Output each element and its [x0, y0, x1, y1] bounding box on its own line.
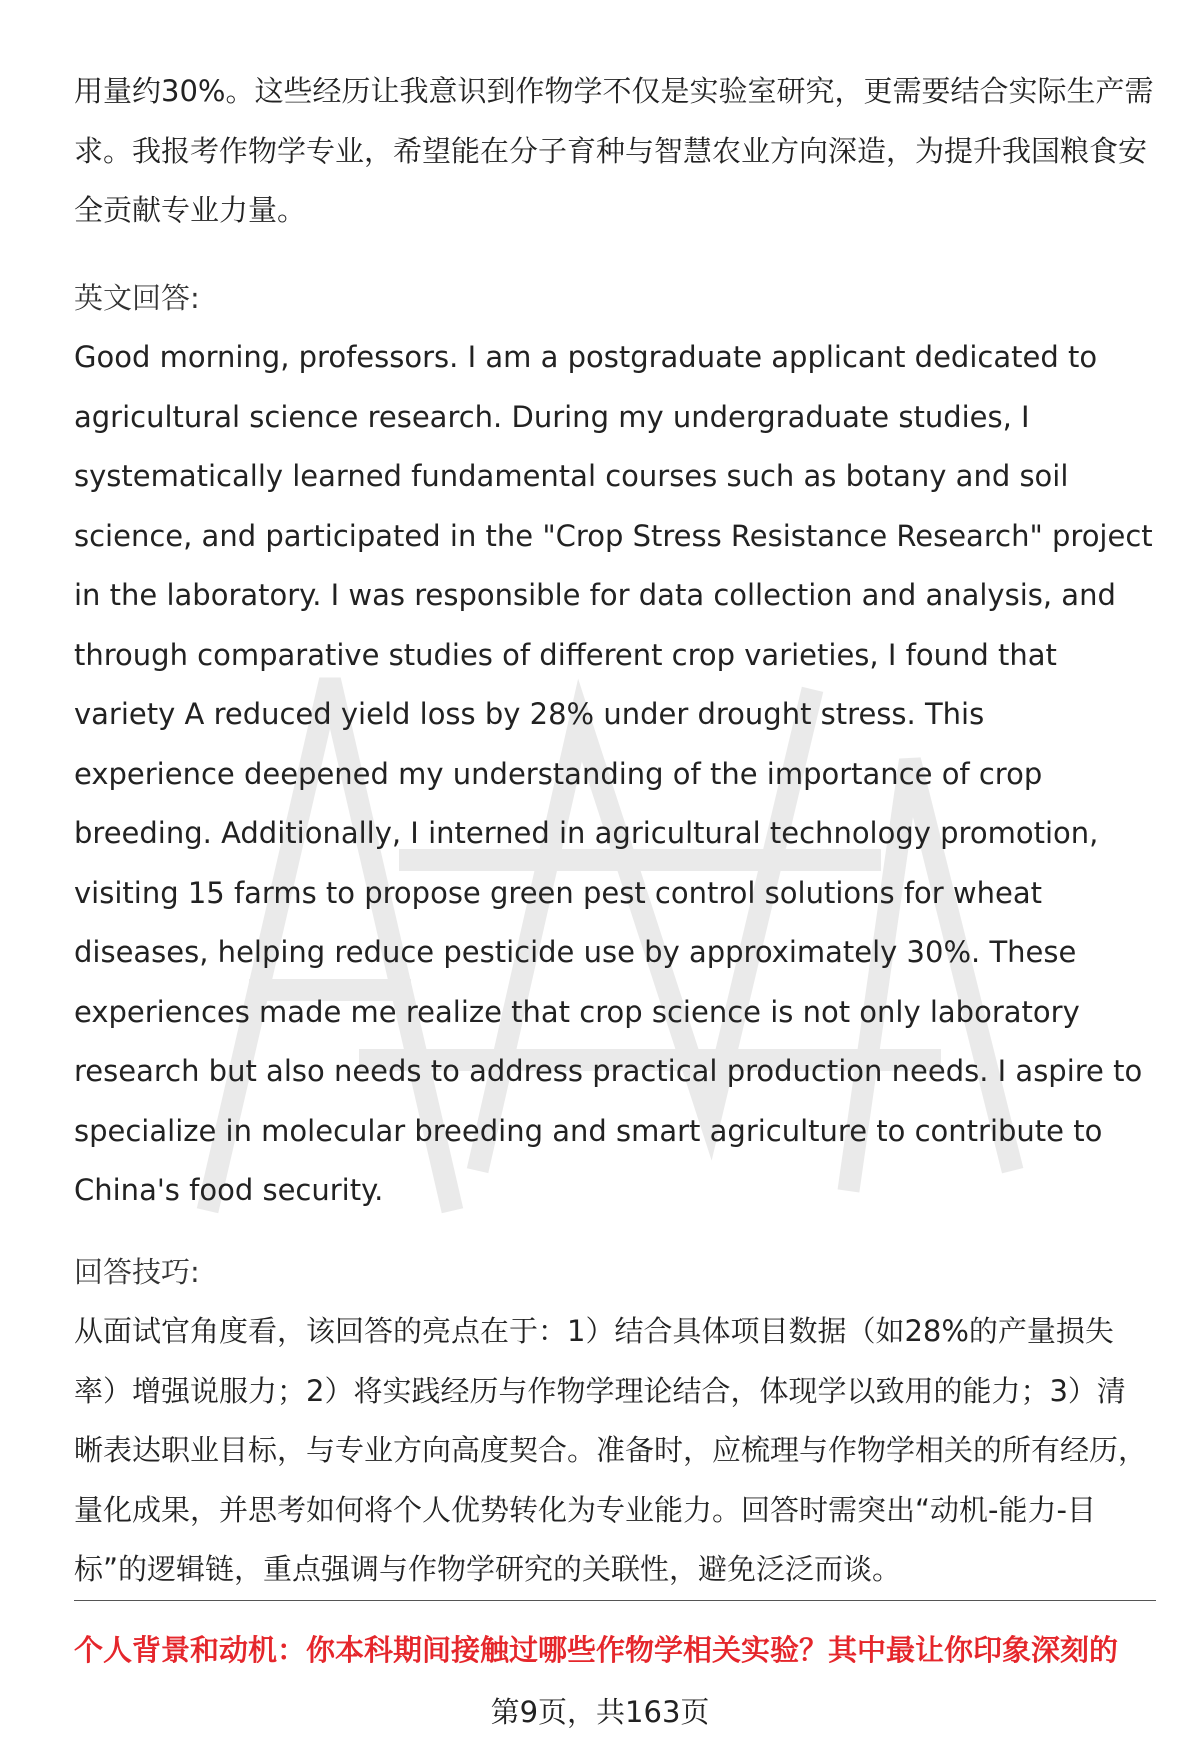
continued-paragraph: 用量约30%。这些经历让我意识到作物学不仅是实验室研究，更需要结合实际生产需求。我报考作物学专业，希望能在分子育种与智慧农业方向深造，为提升我国粮食安全贡献专业力量。 [74, 74, 1154, 227]
footer-divider [74, 1600, 1156, 1601]
english-answer-label: 英文回答: [74, 280, 200, 315]
spacer [74, 241, 1154, 269]
english-answer-text: Good morning, professors. I am a postgraduate applicant dedicated to agricultural science research. During my undergraduate studies, I systematically learned fundamental courses such as botany and soil science, and participated in the "Crop Stress Resistance Research" project in the laboratory. I was responsible for data collection and analysis, and through comparative studies of different crop varieties, I found that variety A reduced yield loss by 28% under drought stress. This experience deepened my understanding of the importance of crop breeding. Additionally, I interned in agricultural technology promotion, visiting 15 farms to propose green pest control solutions for wheat diseases, helping reduce pesticide use by approximately 30%. These experiences made me realize that crop science is not only laboratory research but also needs to address practical production needs. I aspire to specialize in molecular breeding and smart agriculture to contribute to China's food security. [74, 340, 1153, 1207]
next-question-heading: 个人背景和动机：你本科期间接触过哪些作物学相关实验？其中最让你印象深刻的 [74, 1633, 1119, 1667]
tips-text: 从面试官角度看，该回答的亮点在于：1）结合具体项目数据（如28%的产量损失率）增强说服力；2）将实践经历与作物学理论结合，体现学以致用的能力；3）清晰表达职业目标，与专业方向高度契合。准备时，应梳理与作物学相关的所有经历，量化成果，并思考如何将个人优势转化为专业能力。回答时需突出“动机-能力-目标”的逻辑链，重点强调与作物学研究的关联性，避免泛泛而谈。 [74, 1314, 1148, 1586]
tips-label: 回答技巧: [74, 1254, 200, 1289]
main-content [74, 62, 1154, 1600]
page-number: 第9页，共163页 [490, 1695, 710, 1729]
spacer [74, 1221, 1154, 1243]
